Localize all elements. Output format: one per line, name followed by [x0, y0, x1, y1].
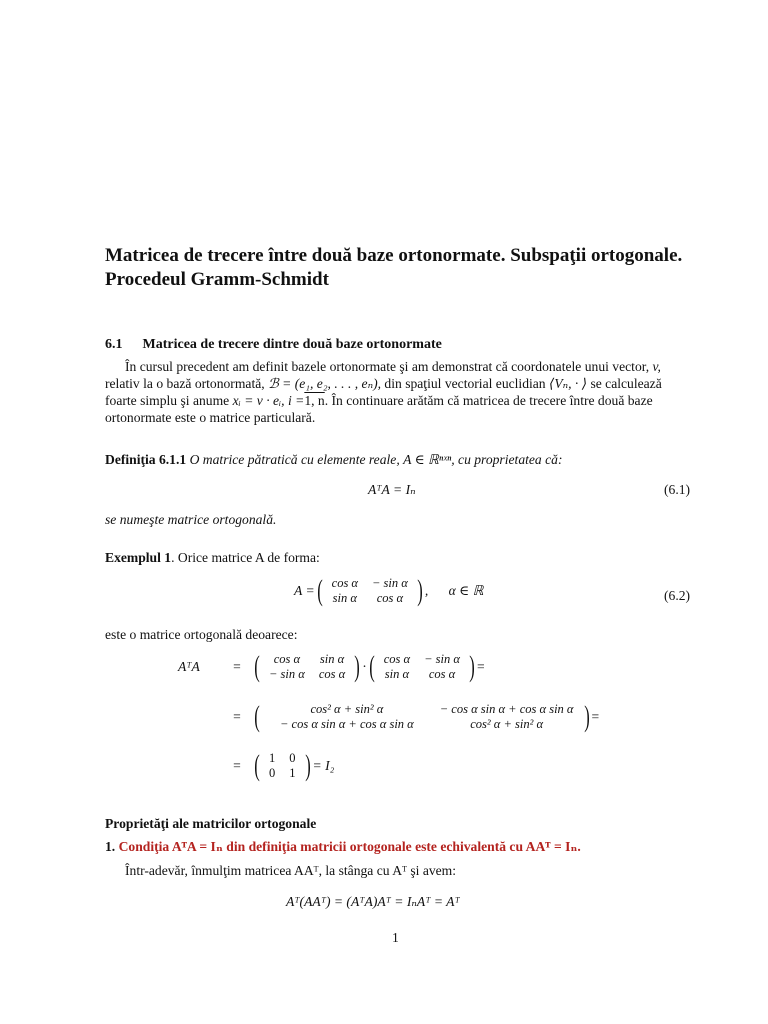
matrix-cell: cos α	[376, 591, 404, 605]
proof-dot: ·	[362, 659, 367, 674]
paren-close: )	[417, 574, 423, 607]
paren-open: (	[254, 700, 260, 733]
intro-line-4: ortonormate este o matrice particulară.	[105, 410, 316, 425]
eq62-tail: , α ∈ ℝ	[424, 583, 484, 598]
matrix-cell: 0	[289, 751, 296, 765]
example-label: Exemplul 1	[105, 550, 172, 565]
paren-open: (	[254, 749, 260, 782]
page-number: 1	[392, 930, 399, 945]
paren-open: (	[368, 650, 375, 683]
matrix-cell: sin α	[332, 591, 357, 605]
matrix-cell: 1	[269, 751, 276, 765]
proof-lhs: AᵀA	[178, 659, 200, 674]
proof-eq: =	[476, 659, 485, 674]
property-number: 1.	[105, 839, 116, 854]
matrix-cell: cos² α + sin² α	[470, 717, 544, 731]
example-after: este o matrice ortogonală deoarece:	[105, 627, 298, 642]
equation-6-1: AᵀA = Iₙ	[368, 482, 416, 497]
intro-basis: ℬ = (e₁, e₂, . . . , eₙ),	[268, 376, 382, 391]
intro-line-2c: se calculează	[590, 376, 662, 391]
intro-line-1: În cursul precedent am definit bazele ortonormate şi am demonstrat că coordonatele unui vector,	[125, 359, 650, 374]
matrix-cell: cos α	[318, 667, 346, 681]
section-heading	[105, 337, 442, 353]
intro-line-2a: relativ la o bază ortonormată,	[105, 376, 265, 391]
matrix-cell: − sin α	[269, 667, 305, 681]
definition	[105, 451, 721, 468]
matrix-cell: cos α	[273, 652, 301, 666]
matrix-cell: 1	[289, 766, 296, 780]
property-1	[105, 838, 721, 855]
example-heading	[105, 549, 721, 566]
intro-range: 1, n	[304, 393, 325, 408]
paren-close: )	[354, 650, 360, 683]
matrix-cell: sin α	[384, 667, 410, 681]
example-text: . Orice matrice A de forma:	[171, 550, 320, 565]
matrix-cell: cos α	[383, 652, 411, 666]
property-explanation: Într-adevăr, înmulţim matricea AAᵀ, la stânga cu Aᵀ şi avem:	[125, 863, 457, 878]
proof-eq: =	[233, 758, 241, 773]
property-statement: Condiţia AᵀA = Iₙ din definiţia matricii ortogonale este echivalentă cu AAᵀ = Iₙ.	[118, 839, 581, 854]
page-title: Matricea de trecere între două baze ortonormate. Subspaţii ortogonale. Procedeul Gramm-Schmidt	[105, 245, 683, 290]
section-title: Matricea de trecere dintre două baze ortonormate	[142, 337, 442, 352]
matrix-cell: cos α	[331, 576, 358, 590]
matrix-cell: cos α	[428, 667, 456, 681]
proof-matrix-a	[377, 652, 467, 682]
intro-coords: xᵢ = v · eᵢ, i =	[232, 393, 305, 408]
definition-label: Definiţia 6.1.1	[105, 452, 187, 467]
property-equation: Aᵀ(AAᵀ) = (AᵀA)Aᵀ = IₙAᵀ = Aᵀ	[286, 894, 460, 909]
section-number: 6.1	[105, 337, 123, 352]
proof-eq: =	[591, 709, 600, 724]
matrix-cell: sin α	[319, 652, 345, 666]
intro-line-2b: din spaţiul vectorial euclidian	[384, 376, 546, 391]
matrix-cell: − cos α sin α + cos α sin α	[280, 717, 414, 731]
proof-tail: = I₂	[312, 758, 335, 773]
definition-math: A ∈ ℝⁿˣⁿ,	[403, 452, 455, 467]
intro-paragraph	[105, 358, 721, 426]
eq62-lhs: A =	[294, 583, 315, 598]
paren-open: (	[254, 650, 260, 683]
paren-close: )	[469, 650, 475, 683]
identity-matrix	[262, 751, 303, 781]
rotation-matrix	[325, 576, 415, 606]
proof-eq: =	[233, 659, 241, 674]
intro-line-3a: foarte simplu şi anume	[105, 393, 230, 408]
proof-line-1	[178, 652, 485, 682]
proof-eq: =	[233, 709, 241, 724]
matrix-cell: − sin α	[424, 652, 460, 666]
matrix-cell: − sin α	[372, 576, 408, 590]
definition-text-a: O matrice pătratică cu elemente reale,	[189, 452, 400, 467]
proof-line-2	[222, 702, 599, 732]
equation-label-6-1: (6.1)	[664, 482, 691, 497]
intro-var-v: v,	[652, 359, 661, 374]
matrix-cell: cos² α + sin² α	[310, 702, 384, 716]
paren-close: )	[583, 700, 590, 733]
equation-6-2	[294, 576, 483, 606]
equation-label-6-2: (6.2)	[664, 588, 691, 603]
matrix-cell: 0	[269, 766, 276, 780]
matrix-cell: − cos α sin α + cos α sin α	[439, 702, 574, 716]
proof-matrix-product	[262, 702, 582, 732]
paren-close: )	[304, 749, 311, 782]
definition-text-b: cu proprietatea că:	[458, 452, 563, 467]
proof-matrix-transpose	[262, 652, 352, 682]
paren-open: (	[316, 574, 323, 607]
definition-conclusion: se numeşte matrice ortogonală.	[105, 512, 277, 527]
intro-space: ⟨Vₙ, · ⟩	[549, 376, 588, 391]
properties-heading: Proprietăţi ale matricilor ortogonale	[105, 816, 317, 831]
intro-line-3b: . În continuare arătăm că matricea de trecere între două baze	[324, 393, 653, 408]
proof-line-3	[222, 751, 334, 781]
